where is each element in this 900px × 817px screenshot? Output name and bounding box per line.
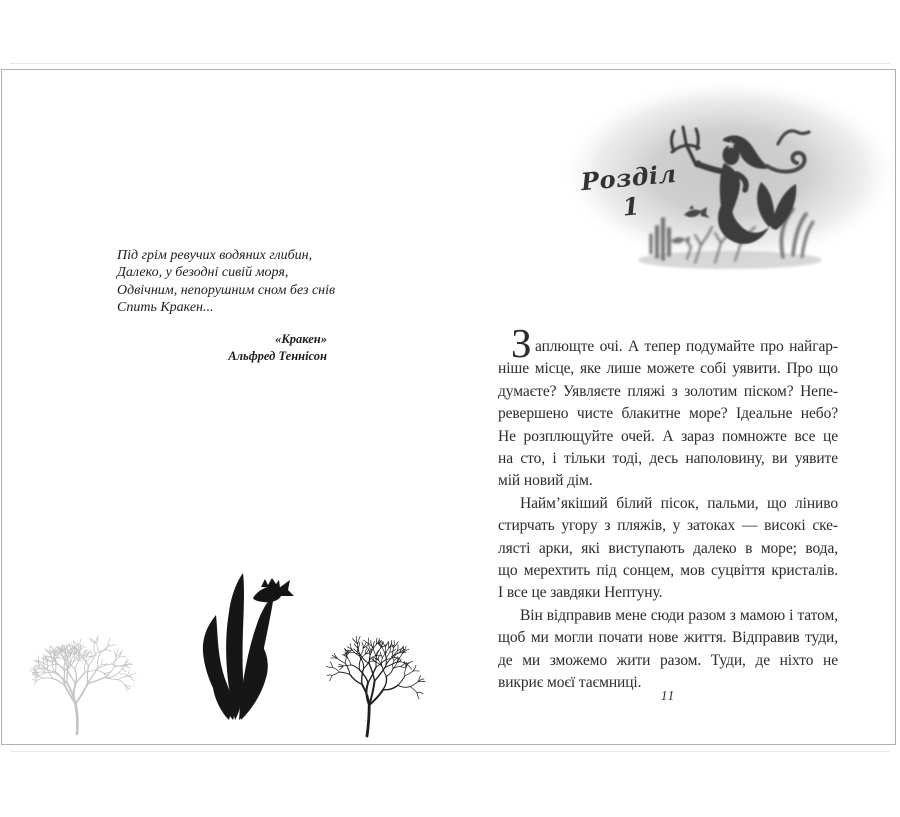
body-line: на сто, і тільки тоді, десь наполовину, ви уявите — [498, 450, 838, 468]
body-line: Найм’якіший білий пісок, пальми, що ліниво — [520, 494, 838, 512]
body-line: викриє моєї таємниці. — [498, 674, 642, 692]
attribution-title: «Кракен» — [275, 332, 327, 346]
drop-cap: З — [511, 320, 532, 366]
epigraph-line: Далеко, у безодні сивій моря, — [117, 265, 289, 281]
gray-coral-icon — [30, 636, 137, 734]
body-line: мій новий дім. — [498, 472, 593, 490]
epigraph-line: Одвічним, непорушним сном без снів — [117, 282, 336, 298]
body-line: І все це завдяки Нептуну. — [498, 584, 663, 602]
body-line — [498, 320, 838, 366]
small-fish-icon — [253, 578, 294, 602]
attribution-author: Альфред Теннісон — [228, 348, 327, 363]
epigraph-attribution — [117, 331, 327, 364]
chapter-title: Розділ 1 — [579, 158, 678, 222]
page-stack-edge-top — [10, 63, 890, 64]
body-line: стирчать угору з пляжів, у затоках — високі ске- — [498, 517, 838, 535]
body-line: думаєте? Уявляєте пляжі з золотим піском? Непе- — [498, 382, 838, 400]
body-line: що мерехтить під сонцем, мов суцвіття кристалів. — [498, 562, 838, 580]
underwater-plants-illustration — [5, 568, 460, 740]
epigraph-line: Спить Кракен... — [117, 300, 214, 316]
body-line: щоб ми могли почати нове життя. Відправив туди, — [498, 629, 838, 647]
page-number: 11 — [660, 688, 676, 703]
chapter-body-text — [498, 320, 838, 695]
body-line: Не розплющуйте очей. А зараз помножте все це — [498, 427, 838, 445]
body-line: де ми зможемо жити разом. Туди, де ніхто не — [498, 651, 838, 669]
body-line: Він відправив мене сюди разом з мамою і татом, — [520, 606, 838, 624]
page-stack-edge-bottom — [10, 751, 890, 752]
dark-coral-icon — [326, 636, 425, 736]
epigraph — [117, 247, 377, 317]
epigraph-line: Під грім ревучих водяних глибин, — [117, 248, 313, 263]
body-line-text: аплющте очі. А тепер подумайте про найгар- — [535, 338, 838, 355]
body-line: лясті арки, які виступають далеко в море; вода, — [498, 539, 838, 557]
body-line: ревершено чисте блакитне море? Ідеальне небо? — [498, 405, 838, 423]
body-line: ніше місце, яке лише можете собі уявити. Про що — [498, 360, 838, 378]
